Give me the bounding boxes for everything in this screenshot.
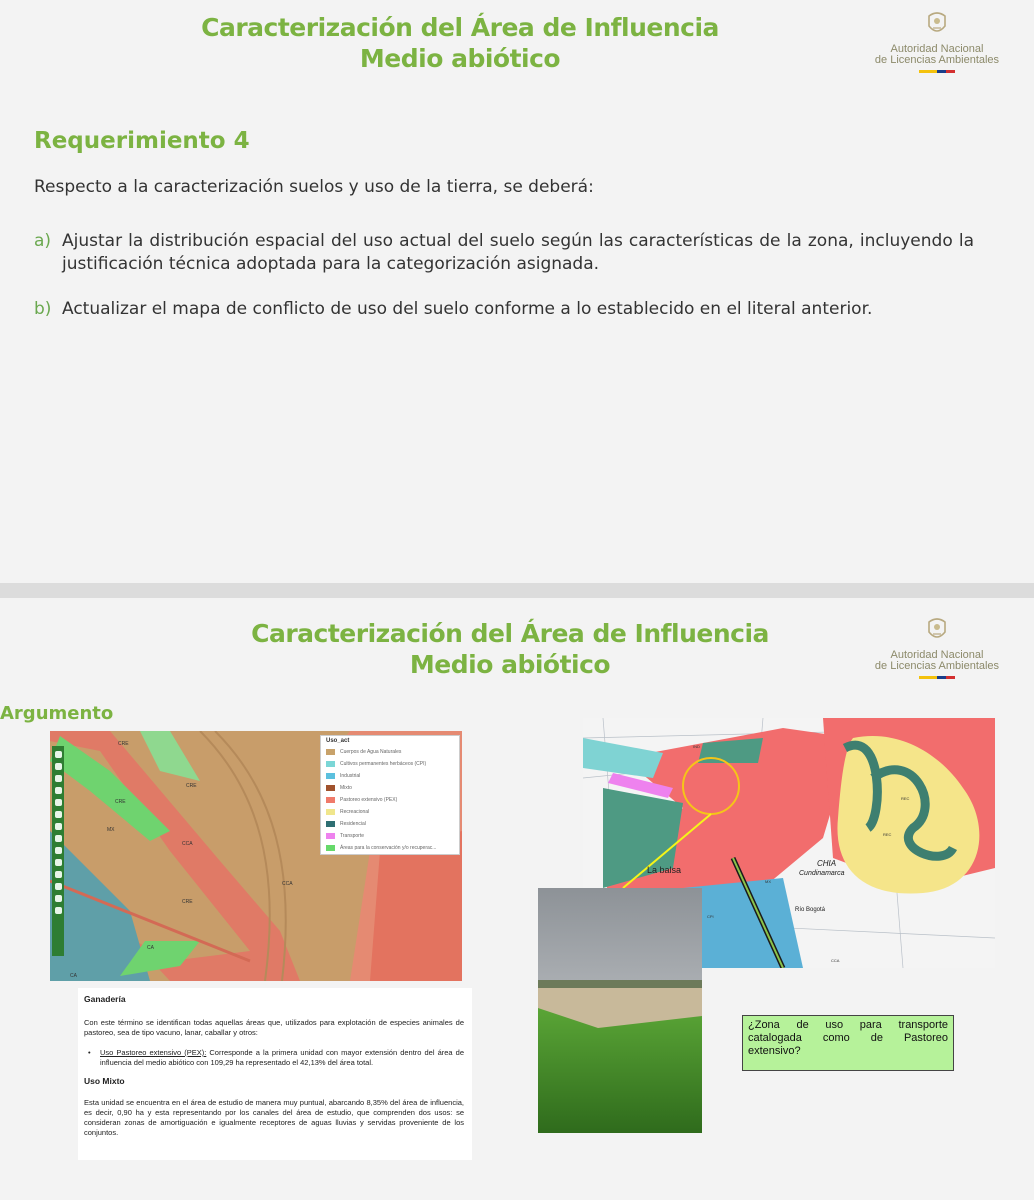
logo-line-1: Autoridad Nacional [890,649,984,661]
argument-title: Argumento [0,703,114,724]
slide-title [160,12,760,74]
excerpt-heading-ganaderia: Ganadería [84,994,126,1004]
legend-swatch [326,785,335,791]
legend-item [326,746,459,758]
map-label: CA [70,973,77,979]
legend-swatch [326,797,335,803]
title-line-2: Medio abiótico [409,650,611,679]
legend-swatch [326,821,335,827]
place-label: CHIA [817,859,837,868]
anla-logo [862,616,1012,679]
map-legend [320,735,460,855]
list-item-text: Ajustar la distribución espacial del uso actual del suelo según las características de la zona, incluyendo la justificación técnica adoptada para la categorización asignada. [62,231,974,274]
anla-logo [862,10,1012,73]
zoom-in-icon[interactable] [55,751,62,758]
legend-swatch [326,773,335,779]
logo-line-2: de Licencias Ambientales [874,660,1000,672]
map-label: REC [883,832,892,837]
slide-2 [0,598,1034,1200]
logo-line-1: Autoridad Nacional [890,43,984,55]
map-toolbar [52,746,64,956]
pan-icon[interactable] [55,787,62,794]
map-label: CA [147,945,154,951]
document-excerpt [78,988,472,1160]
legend-label: Pastoreo extensivo (PEX) [340,797,398,803]
legend-item [326,842,459,854]
legend-item [326,806,459,818]
legend-label: Cuerpos de Agua Naturales [340,749,402,755]
flag-stripe [919,676,955,679]
map-label: CRE [118,741,129,747]
legend-label: Recreacional [340,809,370,815]
callout-question: ¿Zona de uso para transporte catalogada como de Pastoreo extensivo? [742,1015,954,1071]
legend-label: Transporte [340,833,364,839]
list-marker: b) [34,299,52,319]
excerpt-bullet [88,1048,464,1068]
intro-text: Respecto a la caracterización suelos y uso de la tierra, se deberá: [34,177,594,197]
bullet-dot: • [88,1048,91,1057]
coat-of-arms-icon [926,616,948,644]
bookmark-icon[interactable] [55,871,62,878]
info-icon[interactable] [55,859,62,866]
list-item-text: Actualizar el mapa de conflicto de uso del suelo conforme a lo establecido en el literal anterior. [62,299,873,319]
map-label: CCA [282,881,293,887]
zoom-out-icon[interactable] [55,775,62,782]
legend-swatch [326,833,335,839]
list-item [34,298,974,321]
measure-icon[interactable] [55,811,62,818]
list-marker: a) [34,231,52,251]
legend-label: Áreas para la conservación y/o recuperac... [340,845,437,851]
map-label: CRE [186,783,197,789]
map-label: CPI [707,914,714,919]
map-label: REC [901,796,910,801]
select-icon[interactable] [55,823,62,830]
excerpt-heading-uso-mixto: Uso Mixto [84,1076,125,1086]
legend-item [326,782,459,794]
map-label: CRE [182,899,193,905]
list-item [34,230,974,276]
legend-item [326,758,459,770]
place-label: La balsa [647,865,682,875]
home-icon[interactable] [55,763,62,770]
print-icon[interactable] [55,847,62,854]
legend-label: Residencial [340,821,366,827]
excerpt-paragraph-1: Con este término se identifican todas aquellas áreas que, utilizados para explotación de especies animales de pastoreo, sea de tipo vacuno, lanar, caballar y otros: [84,1018,464,1037]
map-label: MX [107,827,115,833]
requirement-title: Requerimiento 4 [34,128,250,154]
site-photo [538,888,702,1133]
flag-stripe [919,70,955,73]
photo-grass [538,1008,702,1133]
share-icon[interactable] [55,895,62,902]
coat-of-arms-icon [926,10,948,38]
legend-title: Uso_act [326,738,350,744]
title-line-2: Medio abiótico [359,44,561,73]
legend-item [326,830,459,842]
legend-label: Industrial [340,773,361,779]
legend-label: Cultivos permanentes herbáceos (CPI) [340,761,427,767]
excerpt-paragraph-2: Esta unidad se encuentra en el área de estudio de manera muy puntual, abarcando 8,35% del área de influencia, es decir, 0,90 ha y esta representando por los canales del área de estudio, que comprenden dos usos: se consideran zonas de amortiguación e igualmente receptores de aguas lluvias y servidas proveniente de los conjuntos. [84,1098,464,1137]
legend-item [326,818,459,830]
legend-swatch [326,749,335,755]
bullet-text: Corresponde a la primera unidad con mayor extensión dentro del área de influencia del medio abiótico con 109,29 ha representado el 42,13% del área total. [100,1048,464,1067]
legend-swatch [326,809,335,815]
legend-swatch [326,845,335,851]
help-icon[interactable] [55,907,62,914]
identify-icon[interactable] [55,835,62,842]
place-label: Río Bogotá [795,907,826,913]
map-label: CRE [115,799,126,805]
logo-line-2: de Licencias Ambientales [874,54,1000,66]
legend-swatch [326,761,335,767]
legend-item [326,794,459,806]
slide-separator [0,583,1034,598]
legend-label: Mixto [340,785,352,791]
place-label: Cundinamarca [799,870,845,877]
map-label: IND [693,744,700,749]
map-label: CCA [831,958,840,963]
map-label: MX [765,879,771,884]
layers-icon[interactable] [55,799,62,806]
slide-1 [0,0,1034,583]
slide-title [210,618,810,680]
settings-icon[interactable] [55,883,62,890]
legend-item [326,770,459,782]
bullet-term: Uso Pastoreo extensivo (PEX): [100,1048,207,1057]
title-line-1: Caracterización del Área de Influencia [201,13,719,42]
map-label: CCA [182,841,193,847]
title-line-1: Caracterización del Área de Influencia [251,619,769,648]
